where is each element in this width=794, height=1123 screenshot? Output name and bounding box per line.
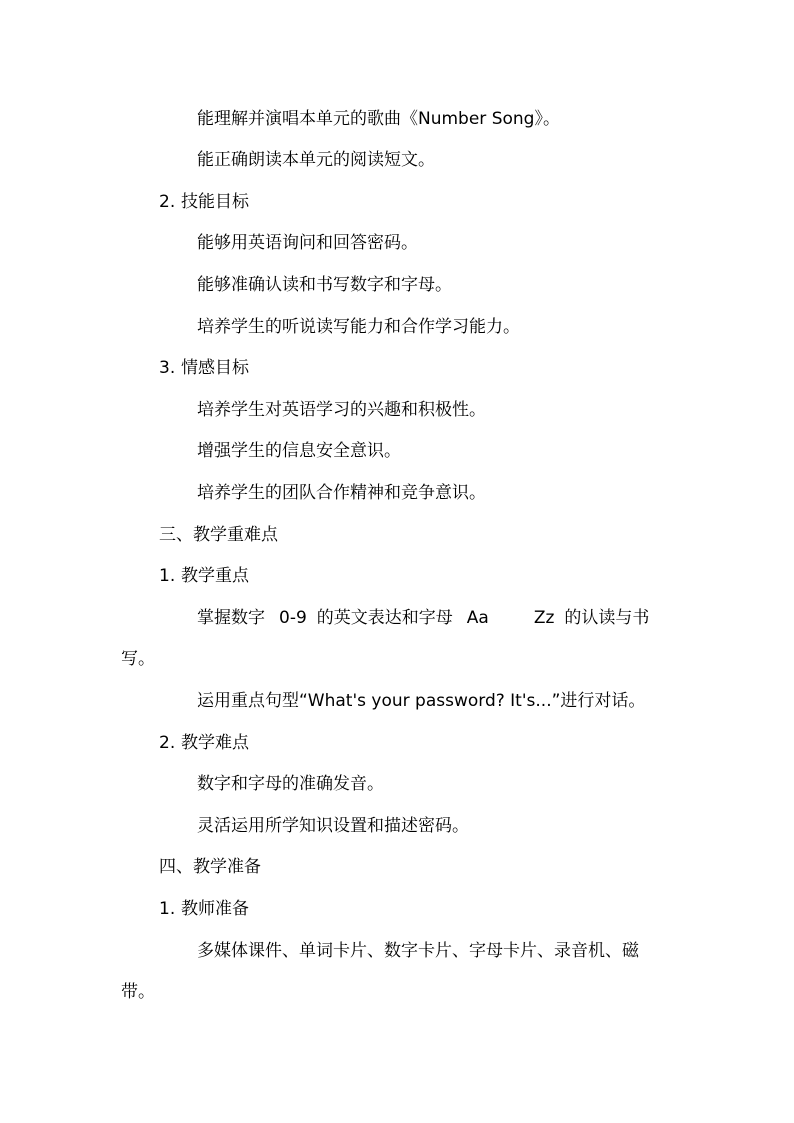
paragraph-four-skills: 培养学生的听说读写能力和合作学习能力。 bbox=[197, 317, 520, 337]
paragraph-key-sentence: 运用重点句型“What's your password? It's...”进行对话。 bbox=[197, 691, 646, 711]
paragraph-set-password: 灵活运用所学知识设置和描述密码。 bbox=[197, 816, 469, 836]
heading-difficult-points: 2. 教学难点 bbox=[159, 733, 249, 753]
paragraph-numbers-letters: 能够准确认读和书写数字和字母。 bbox=[197, 275, 452, 295]
paragraph-teaching-materials: 多媒体课件、单词卡片、数字卡片、字母卡片、录音机、磁 bbox=[197, 941, 639, 961]
paragraph-pronunciation: 数字和字母的准确发音。 bbox=[197, 774, 384, 794]
heading-skill-objectives: 2. 技能目标 bbox=[159, 192, 249, 212]
heading-teacher-preparation: 1. 教师准备 bbox=[159, 899, 249, 919]
paragraph-password-dialogue: 能够用英语询问和回答密码。 bbox=[197, 233, 418, 253]
paragraph-continuation-tape: 带。 bbox=[121, 982, 155, 1002]
paragraph-interest: 培养学生对英语学习的兴趣和积极性。 bbox=[197, 400, 486, 420]
paragraph-continuation-write: 写。 bbox=[121, 649, 155, 669]
heading-emotional-objectives: 3. 情感目标 bbox=[159, 358, 249, 378]
paragraph-key-point-numbers-letters: 掌握数字 0-9 的英文表达和字母 Aa Zz 的认读与书 bbox=[197, 608, 650, 628]
paragraph-reading-objective: 能正确朗读本单元的阅读短文。 bbox=[197, 150, 435, 170]
section-heading-key-difficult-points: 三、教学重难点 bbox=[159, 525, 278, 545]
paragraph-security-awareness: 增强学生的信息安全意识。 bbox=[197, 441, 401, 461]
paragraph-song-objective: 能理解并演唱本单元的歌曲《Number Song》。 bbox=[197, 109, 560, 129]
paragraph-teamwork: 培养学生的团队合作精神和竞争意识。 bbox=[197, 483, 486, 503]
heading-key-points: 1. 教学重点 bbox=[159, 566, 249, 586]
section-heading-preparation: 四、教学准备 bbox=[159, 857, 261, 877]
